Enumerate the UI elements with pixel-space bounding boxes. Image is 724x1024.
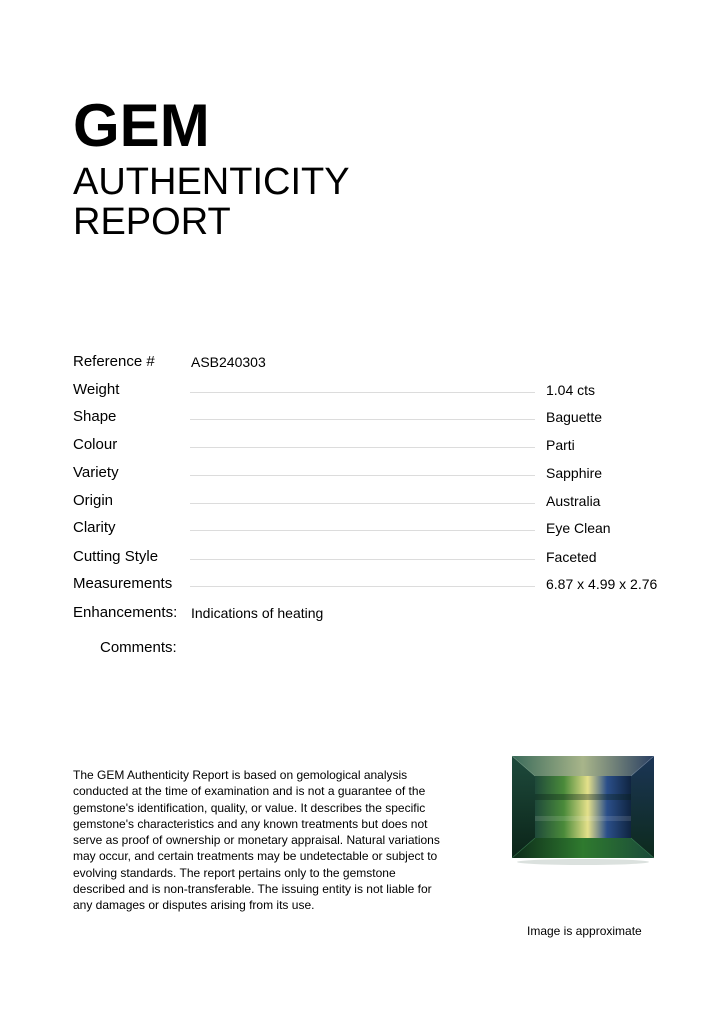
leader-line	[190, 392, 535, 393]
leader-line	[190, 503, 535, 504]
detail-label: Reference #	[73, 353, 155, 370]
detail-value: Eye Clean	[546, 520, 611, 536]
detail-value: 6.87 x 4.99 x 2.76	[546, 576, 658, 592]
detail-label: Enhancements:	[73, 604, 178, 621]
leader-line	[190, 475, 535, 476]
detail-row-shape	[0, 407, 724, 429]
detail-row-enhancements	[0, 603, 724, 625]
detail-value: Parti	[546, 437, 575, 453]
detail-label: Variety	[73, 464, 119, 481]
leader-line	[190, 530, 535, 531]
leader-line	[190, 586, 535, 587]
detail-row-reference	[0, 352, 724, 374]
detail-row-weight	[0, 380, 724, 402]
disclaimer-text: The GEM Authenticity Report is based on gemological analysis conducted at the time of examination and is not a guarantee of the gemstone's identification, quality, or value. It describes the specific gemstone's characteristics and any known treatments but does not serve as proof of ownership or monetary appraisal. Natural variations may occur, and certain treatments may be undetectable or subject to evolving standards. The report pertains only to the gemstone described and is non-transferable. The issuing entity is not liable for any damages or disputes arising from its use.	[73, 768, 440, 913]
detail-label: Shape	[73, 408, 117, 425]
title-authenticity: AUTHENTICITY	[73, 161, 350, 203]
detail-label: Cutting Style	[73, 548, 159, 565]
detail-value: Indications of heating	[191, 605, 324, 621]
detail-label: Clarity	[73, 519, 116, 536]
detail-label: Origin	[73, 492, 114, 509]
detail-row-clarity	[0, 518, 724, 540]
leader-line	[190, 419, 535, 420]
leader-line	[190, 559, 535, 560]
detail-label: Weight	[73, 381, 120, 398]
detail-value: 1.04 cts	[546, 382, 596, 398]
detail-value: ASB240303	[191, 354, 266, 370]
detail-row-variety	[0, 463, 724, 485]
gemstone-image	[509, 754, 657, 871]
detail-row-origin	[0, 491, 724, 513]
detail-value: Sapphire	[546, 465, 603, 481]
detail-row-colour	[0, 435, 724, 457]
comments-label: Comments:	[100, 639, 177, 656]
title-gem: GEM	[73, 92, 210, 159]
title-report: REPORT	[73, 201, 231, 243]
image-caption: Image is approximate	[527, 924, 642, 938]
detail-row-measurements	[0, 574, 724, 596]
detail-value: Australia	[546, 493, 601, 509]
detail-row-cutting-style	[0, 547, 724, 569]
detail-label: Measurements	[73, 575, 173, 592]
detail-value: Faceted	[546, 549, 597, 565]
leader-line	[190, 447, 535, 448]
detail-label: Colour	[73, 436, 118, 453]
detail-value: Baguette	[546, 409, 603, 425]
